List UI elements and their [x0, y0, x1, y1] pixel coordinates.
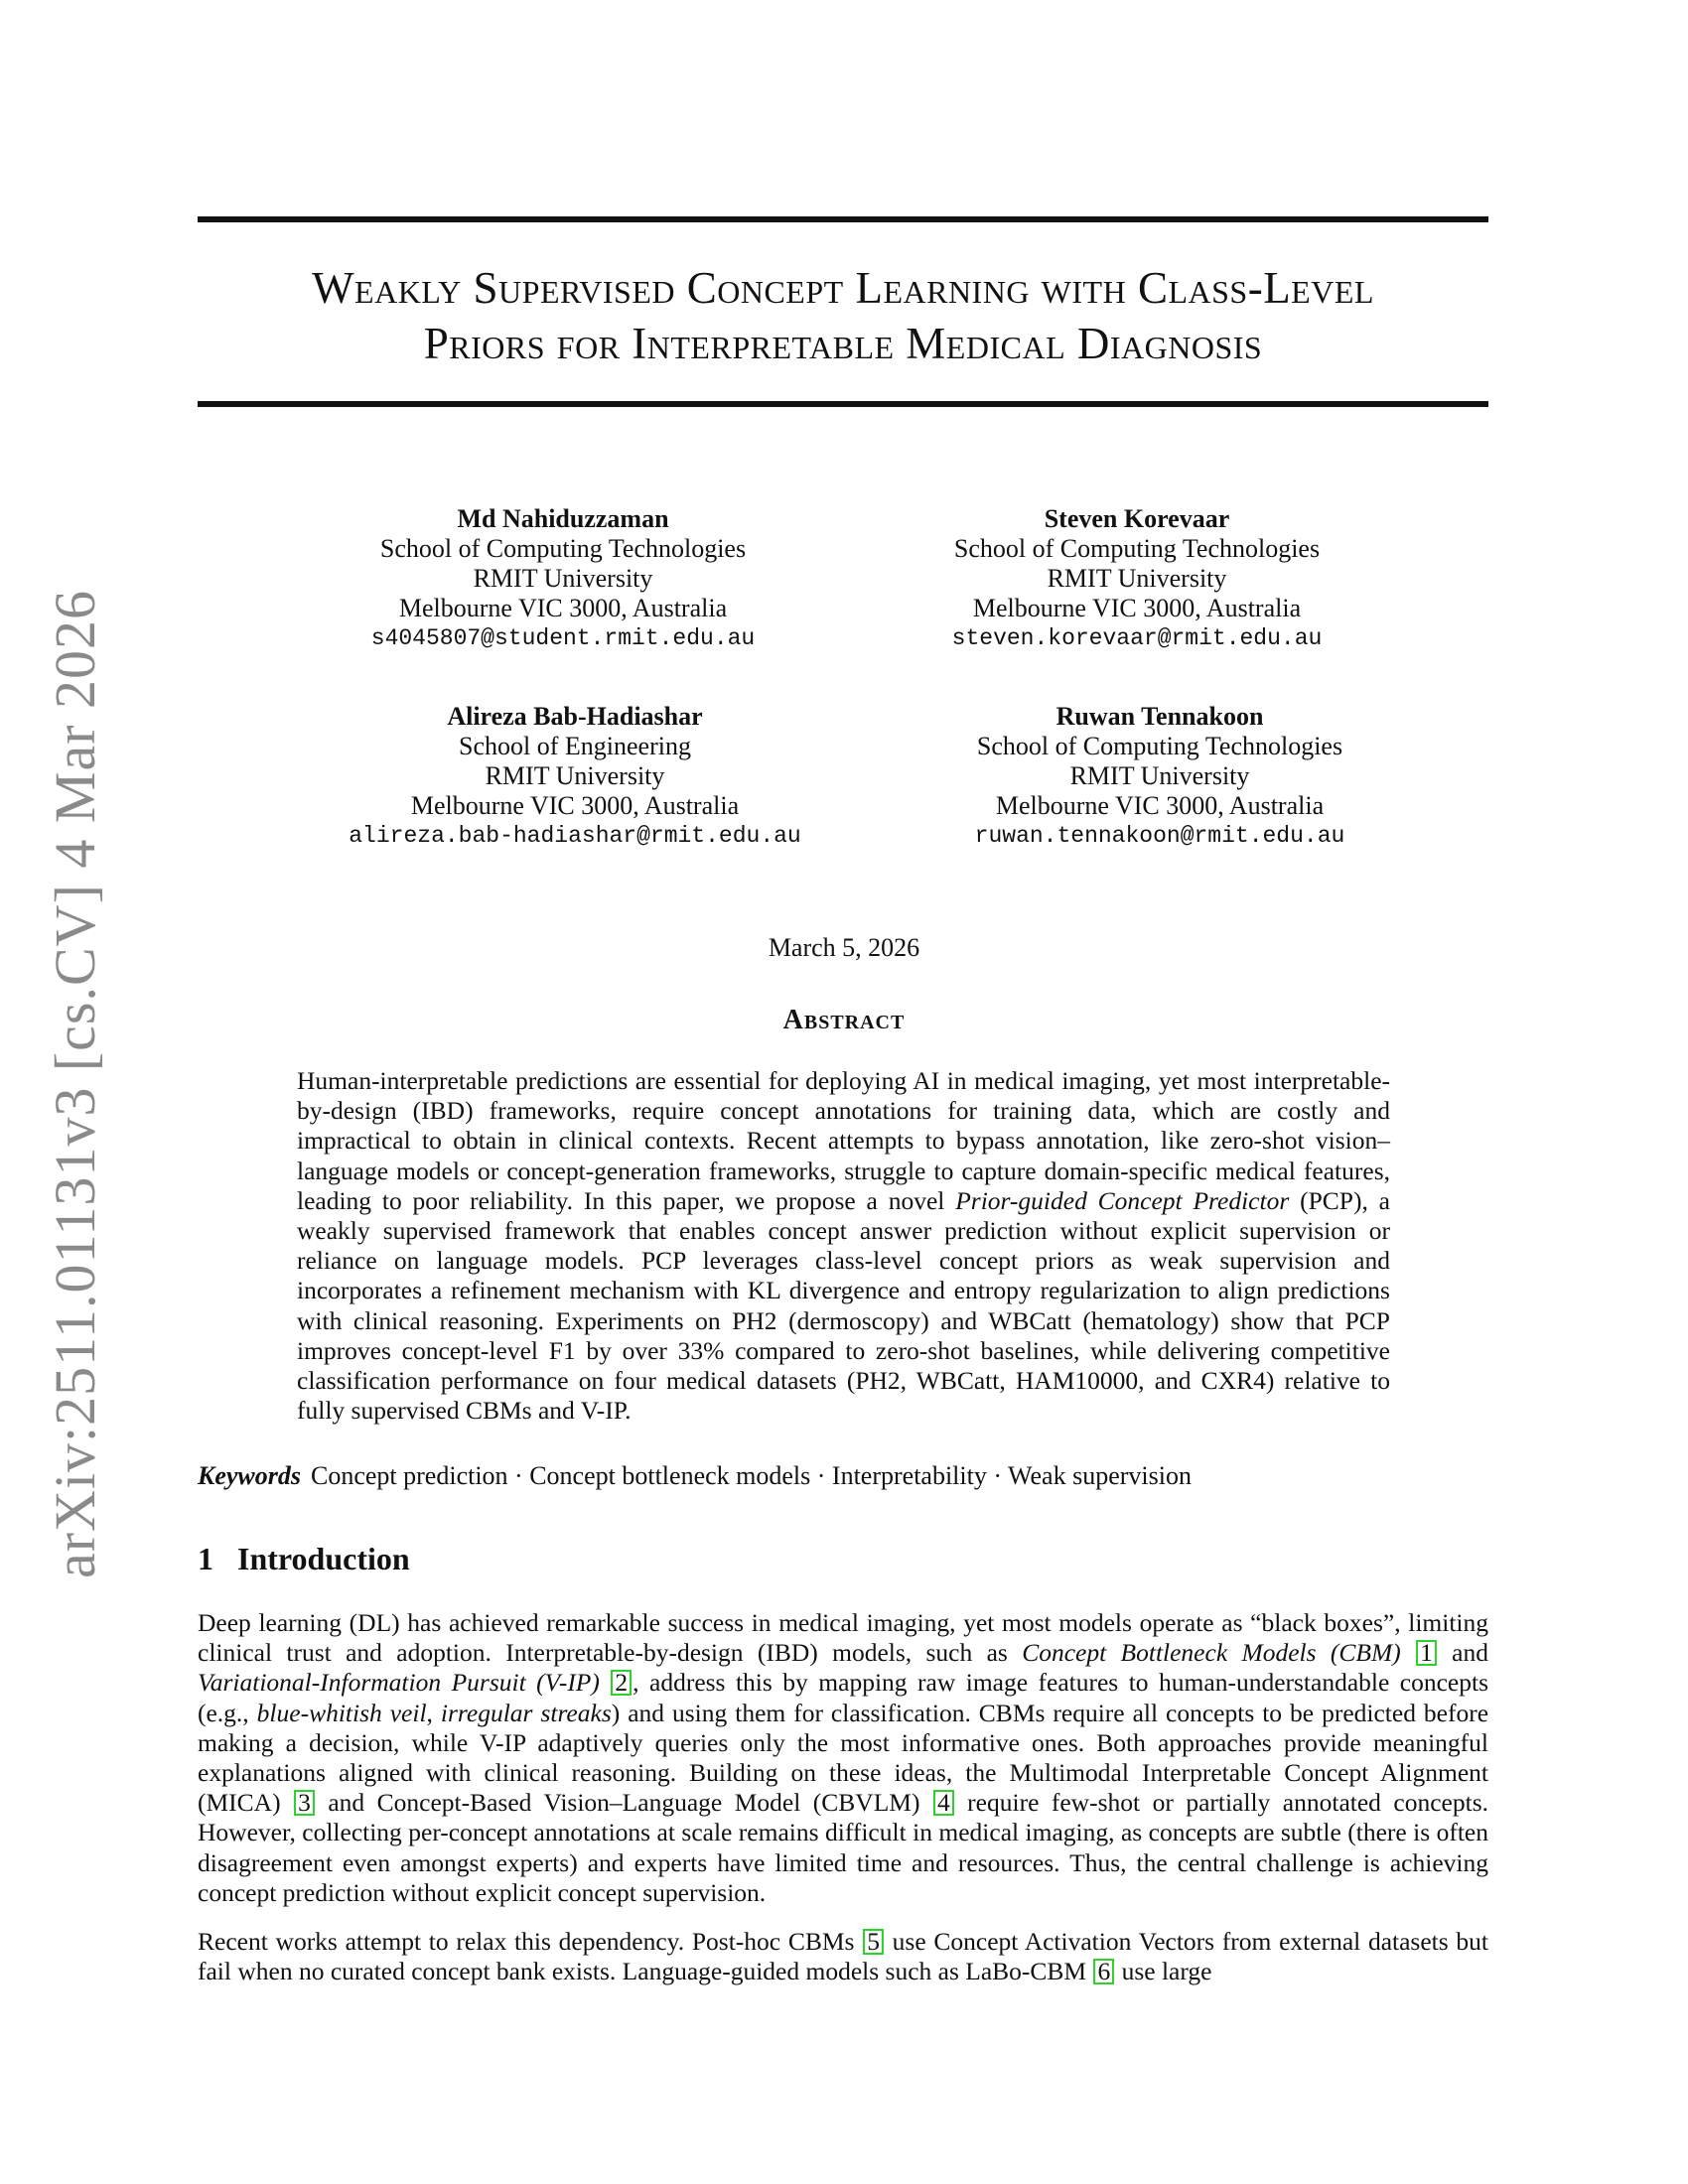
keywords-label: Keywords — [198, 1461, 301, 1490]
title-line-2: Priors for Interpretable Medical Diagnosis — [423, 319, 1263, 368]
citation-link[interactable]: 6 — [1093, 1959, 1114, 1984]
author-block — [859, 504, 1415, 653]
author-email[interactable]: ruwan.tennakoon@rmit.edu.au — [974, 823, 1345, 849]
author-name: Ruwan Tennakoon — [1055, 702, 1264, 731]
text-emphasis: Concept Bottleneck Models (CBM) — [1022, 1638, 1401, 1668]
author-address: Melbourne VIC 3000, Australia — [398, 594, 728, 622]
author-university: RMIT University — [473, 564, 653, 593]
text-run: and Concept-Based Vision–Language Model (CBVLM) — [315, 1788, 932, 1818]
text-run: use large — [1115, 1957, 1212, 1986]
author-affiliation: School of Computing Technologies — [953, 534, 1321, 563]
author-address: Melbourne VIC 3000, Australia — [972, 594, 1302, 622]
citation-link[interactable]: 1 — [1416, 1640, 1437, 1666]
section-title: Introduction — [237, 1541, 410, 1576]
author-email[interactable]: s4045807@student.rmit.edu.au — [370, 625, 756, 651]
paper-title — [198, 260, 1488, 371]
citation-link[interactable]: 4 — [933, 1790, 954, 1816]
author-university: RMIT University — [485, 761, 665, 790]
text-run: Deep learning (DL) has achieved remarkable success in medical imaging, yet most models operate as “black boxes”, limiting clinical trust and adoption. Interpretable-by-design (IBD) models, such as — [198, 1608, 1488, 1668]
text-emphasis: blue-whitish veil — [256, 1698, 427, 1727]
author-name: Steven Korevaar — [1044, 504, 1230, 533]
abstract-text-part: Human-interpretable predictions are essential for deploying AI in medical imaging, yet most interpretable-by-design (IBD) frameworks, require concept annotations for training data, which are costly and impractical to obtain in clinical contexts. Recent attempts to bypass annotation, like zero-shot vision–language models or concept-generation frameworks, struggle to capture domain-specific medical features, leading to poor reliability. In this paper, we propose a novel — [297, 1066, 1390, 1215]
text-run: , — [426, 1698, 441, 1727]
abstract-text — [297, 1066, 1390, 1426]
author-affiliation: School of Engineering — [459, 732, 691, 760]
author-name: Md Nahiduzzaman — [457, 504, 669, 533]
author-address: Melbourne VIC 3000, Australia — [410, 791, 740, 820]
citation-link[interactable]: 2 — [611, 1670, 632, 1696]
section-heading-introduction — [198, 1541, 410, 1577]
section-number: 1 — [198, 1541, 213, 1576]
text-run: require few-shot or partially annotated concepts. However, collecting per-concept annotations at scale remains difficult in medical imaging, as concepts are subtle (there is often disagreement even amongst experts) and experts have limited time and resources. Thus, the central challenge is achieving concept prediction without explicit concept supervision. — [198, 1788, 1488, 1907]
keywords-text: Concept prediction · Concept bottleneck models · Interpretability · Weak supervision — [311, 1461, 1192, 1490]
author-block — [297, 702, 853, 851]
title-rule-top — [198, 216, 1488, 222]
text-run: Recent works attempt to relax this dependency. Post-hoc CBMs — [198, 1927, 863, 1956]
keywords-line — [198, 1461, 1488, 1491]
author-block — [285, 504, 841, 653]
title-rule-bottom — [198, 401, 1488, 407]
citation-link[interactable]: 5 — [863, 1929, 884, 1955]
intro-paragraph-1 — [198, 1608, 1488, 1908]
text-run: and — [1437, 1638, 1488, 1668]
abstract-text-part: (PCP), a weakly supervised framework that enables concept answer prediction without explicit supervision or reliance on language models. PCP leverages class-level concept priors as weak supervision and incorporates a refinement mechanism with KL divergence and entropy regularization to align predictions with clinical reasoning. Experiments on PH2 (dermoscopy) and WBCatt (hematology) show that PCP improves concept-level F1 by over 33% compared to zero-shot baselines, while delivering competitive classification performance on four medical datasets (PH2, WBCatt, HAM10000, and CXR4) relative to fully supervised CBMs and V-IP. — [297, 1185, 1390, 1426]
text-run: ) and using them for classification. CBMs require all concepts to be predicted before making a decision, while V-IP adaptively queries only the most informative ones. Both approaches provide meaningful explanations aligned with clinical reasoning. Building on these ideas, the Multimodal Interpretable Concept Alignment (MICA) — [198, 1698, 1489, 1818]
author-university: RMIT University — [1069, 761, 1250, 790]
author-block — [882, 702, 1438, 851]
abstract-text-emphasis: Prior-guided Concept Predictor — [955, 1185, 1290, 1215]
paper-date: March 5, 2026 — [768, 933, 920, 962]
author-affiliation: School of Computing Technologies — [976, 732, 1343, 760]
title-line-1: Weakly Supervised Concept Learning with Class-Level — [312, 263, 1374, 313]
intro-paragraph-2 — [198, 1927, 1488, 1986]
author-affiliation: School of Computing Technologies — [379, 534, 747, 563]
author-university: RMIT University — [1047, 564, 1227, 593]
text-emphasis: irregular streaks — [440, 1698, 612, 1727]
citation-link[interactable]: 3 — [294, 1790, 315, 1816]
abstract-heading: Abstract — [782, 1005, 906, 1035]
author-email[interactable]: alireza.bab-hadiashar@rmit.edu.au — [349, 823, 801, 849]
author-name: Alireza Bab-Hadiashar — [447, 702, 703, 731]
text-emphasis: Variational-Information Pursuit (V-IP) — [198, 1668, 600, 1698]
text-run: use Concept Activation Vectors from external datasets but fail when no curated concept bank exists. Language-guided models such as LaBo-CBM — [198, 1927, 1488, 1986]
author-address: Melbourne VIC 3000, Australia — [995, 791, 1325, 820]
text-run: , address this by mapping raw image features to human-understandable concepts (e.g., — [198, 1668, 1489, 1727]
author-email[interactable]: steven.korevaar@rmit.edu.au — [951, 625, 1323, 651]
arxiv-identifier: arXiv:2511.01131v3 [cs.CV] 4 Mar 2026 — [43, 589, 107, 1578]
